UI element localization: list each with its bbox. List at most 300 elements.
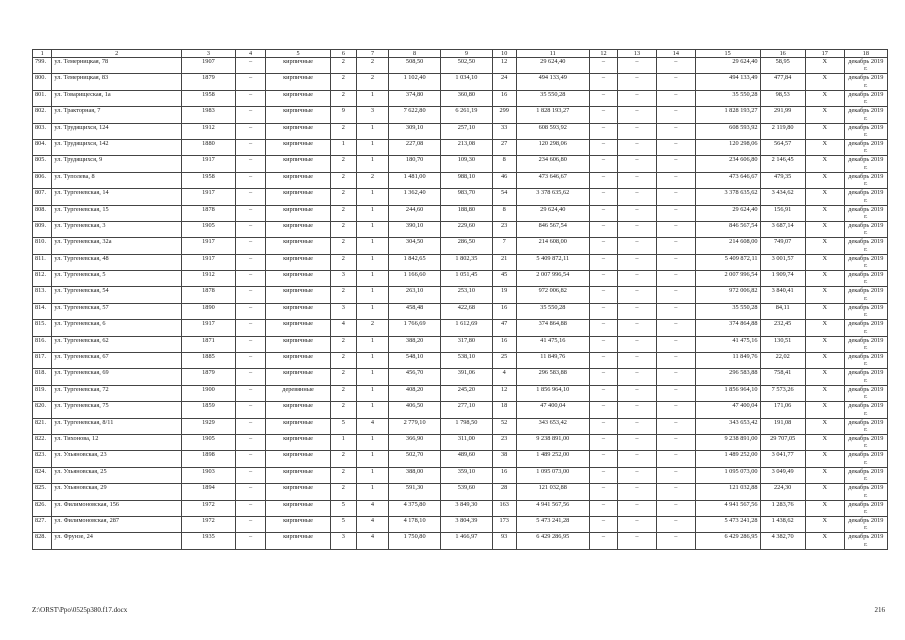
table-cell: – — [618, 238, 657, 254]
table-cell: 1 438,62 — [760, 516, 805, 532]
table-cell: декабрь 2019 г. — [844, 107, 887, 123]
table-cell: 1 — [356, 156, 388, 172]
table-cell: 1 489 252,00 — [695, 451, 760, 467]
table-cell: 1 — [356, 353, 388, 369]
table-cell: 1905 — [181, 434, 235, 450]
table-cell: 3 849,30 — [441, 500, 493, 516]
table-cell: – — [235, 451, 265, 467]
table-cell: 214 608,00 — [695, 238, 760, 254]
table-cell: 1 095 073,00 — [695, 467, 760, 483]
table-row — [33, 385, 888, 401]
table-cell: X — [805, 254, 844, 270]
table-cell: X — [805, 189, 844, 205]
table-cell: кирпичные — [266, 353, 331, 369]
table-row — [33, 271, 888, 287]
table-cell: декабрь 2019 г. — [844, 156, 887, 172]
table-cell: декабрь 2019 г. — [844, 205, 887, 221]
table-cell: ул. Тургеневская, 48 — [52, 254, 182, 270]
table-cell: кирпичные — [266, 58, 331, 74]
table-cell: декабрь 2019 г. — [844, 90, 887, 106]
table-cell: – — [235, 500, 265, 516]
table-cell: 1 — [356, 254, 388, 270]
table-cell: 120 298,06 — [516, 139, 589, 155]
table-cell: 2 — [330, 90, 356, 106]
table-cell: 296 583,88 — [695, 369, 760, 385]
table-cell: X — [805, 402, 844, 418]
table-cell: X — [805, 303, 844, 319]
table-cell: 1 481,00 — [389, 172, 441, 188]
table-row — [33, 353, 888, 369]
table-cell: 93 — [492, 533, 516, 549]
table-cell: X — [805, 205, 844, 221]
table-cell: – — [589, 484, 617, 500]
table-cell: – — [618, 467, 657, 483]
table-cell: кирпичные — [266, 303, 331, 319]
table-cell: – — [656, 156, 695, 172]
table-cell: 1885 — [181, 353, 235, 369]
table-row — [33, 533, 888, 549]
table-cell: 813. — [33, 287, 52, 303]
table-cell: ул. Тургеневская, 67 — [52, 353, 182, 369]
table-cell: 1935 — [181, 533, 235, 549]
table-cell: 1 466,97 — [441, 533, 493, 549]
table-cell: 47 400,04 — [516, 402, 589, 418]
table-cell: 1912 — [181, 271, 235, 287]
table-cell: 1912 — [181, 123, 235, 139]
table-cell: – — [618, 90, 657, 106]
registry-table — [32, 49, 888, 550]
table-cell: 972 006,82 — [516, 287, 589, 303]
table-cell: декабрь 2019 г. — [844, 533, 887, 549]
table-cell: 8 — [492, 205, 516, 221]
table-cell: 591,30 — [389, 484, 441, 500]
table-cell: ул. Тургеневская, 57 — [52, 303, 182, 319]
table-cell: 4 — [356, 500, 388, 516]
table-cell: 1879 — [181, 74, 235, 90]
table-cell: декабрь 2019 г. — [844, 139, 887, 155]
table-cell: 47 — [492, 320, 516, 336]
table-cell: 171,06 — [760, 402, 805, 418]
table-cell: 1 — [356, 271, 388, 287]
table-cell: 972 006,82 — [695, 287, 760, 303]
table-cell: декабрь 2019 г. — [844, 467, 887, 483]
table-row — [33, 221, 888, 237]
table-cell: – — [618, 434, 657, 450]
table-cell: кирпичные — [266, 107, 331, 123]
table-cell: 803. — [33, 123, 52, 139]
table-cell: 1983 — [181, 107, 235, 123]
table-cell: 286,50 — [441, 238, 493, 254]
table-cell: 224,30 — [760, 484, 805, 500]
table-cell: – — [235, 74, 265, 90]
table-cell: 227,08 — [389, 139, 441, 155]
table-cell: – — [656, 123, 695, 139]
table-cell: ул. Тракторная, 7 — [52, 107, 182, 123]
table-cell: – — [618, 336, 657, 352]
table-cell: 343 653,42 — [695, 418, 760, 434]
table-cell: 29 624,40 — [695, 205, 760, 221]
table-cell: 1 — [356, 385, 388, 401]
table-cell: – — [618, 484, 657, 500]
table-cell: 1878 — [181, 287, 235, 303]
table-cell: 2 — [330, 484, 356, 500]
column-header: 16 — [760, 50, 805, 58]
column-header: 4 — [235, 50, 265, 58]
table-cell: 2 — [330, 402, 356, 418]
table-cell: 52 — [492, 418, 516, 434]
table-cell: 1 828 193,27 — [695, 107, 760, 123]
table-cell: – — [235, 402, 265, 418]
table-cell: 41 475,16 — [695, 336, 760, 352]
table-cell: 827. — [33, 516, 52, 532]
table-cell: 809. — [33, 221, 52, 237]
table-cell: кирпичные — [266, 451, 331, 467]
table-cell: 4 — [356, 516, 388, 532]
table-cell: – — [235, 139, 265, 155]
table-cell: 33 — [492, 123, 516, 139]
table-cell: – — [589, 353, 617, 369]
table-cell: 808. — [33, 205, 52, 221]
table-cell: 16 — [492, 467, 516, 483]
table-cell: 35 550,28 — [695, 90, 760, 106]
table-cell: 814. — [33, 303, 52, 319]
table-cell: 1894 — [181, 484, 235, 500]
table-cell: 1 — [356, 221, 388, 237]
table-cell: – — [656, 74, 695, 90]
table-cell: 7 — [492, 238, 516, 254]
table-cell: – — [656, 418, 695, 434]
table-cell: 253,10 — [441, 287, 493, 303]
table-cell: 1958 — [181, 90, 235, 106]
table-cell: – — [656, 172, 695, 188]
table-cell: кирпичные — [266, 90, 331, 106]
table-cell: 1 — [356, 336, 388, 352]
table-cell: – — [235, 303, 265, 319]
table-cell: 1907 — [181, 58, 235, 74]
table-cell: 564,57 — [760, 139, 805, 155]
table-cell: 2 — [356, 172, 388, 188]
table-cell: 1 — [356, 484, 388, 500]
table-cell: кирпичные — [266, 221, 331, 237]
table-cell: 23 — [492, 221, 516, 237]
table-cell: 3 041,77 — [760, 451, 805, 467]
table-cell: 1900 — [181, 385, 235, 401]
table-cell: X — [805, 353, 844, 369]
table-cell: ул. Филимоновская, 287 — [52, 516, 182, 532]
table-cell: 548,10 — [389, 353, 441, 369]
table-cell: – — [656, 205, 695, 221]
table-cell: 479,35 — [760, 172, 805, 188]
table-cell: 25 — [492, 353, 516, 369]
table-cell: 804. — [33, 139, 52, 155]
table-cell: 28 — [492, 484, 516, 500]
table-cell: 1903 — [181, 467, 235, 483]
table-cell: 802. — [33, 107, 52, 123]
table-cell: 1890 — [181, 303, 235, 319]
table-cell: – — [656, 107, 695, 123]
table-cell: 1 095 073,00 — [516, 467, 589, 483]
table-cell: – — [618, 451, 657, 467]
table-cell: 608 593,92 — [516, 123, 589, 139]
table-cell: 163 — [492, 500, 516, 516]
table-cell: – — [235, 434, 265, 450]
table-cell: 27 — [492, 139, 516, 155]
table-cell: 1917 — [181, 189, 235, 205]
table-cell: 3 049,49 — [760, 467, 805, 483]
table-cell: – — [589, 107, 617, 123]
table-cell: – — [589, 287, 617, 303]
table-cell: кирпичные — [266, 205, 331, 221]
table-cell: – — [235, 353, 265, 369]
table-cell: X — [805, 238, 844, 254]
table-cell: – — [618, 385, 657, 401]
table-cell: 3 — [330, 271, 356, 287]
table-cell: 826. — [33, 500, 52, 516]
table-cell: 5 — [330, 418, 356, 434]
table-cell: 3 — [356, 107, 388, 123]
table-cell: 2 — [330, 369, 356, 385]
table-cell: кирпичные — [266, 254, 331, 270]
table-cell: X — [805, 320, 844, 336]
table-cell: ул. Филимоновская, 156 — [52, 500, 182, 516]
table-cell: 11 849,76 — [695, 353, 760, 369]
table-cell: – — [235, 369, 265, 385]
table-cell: X — [805, 90, 844, 106]
table-cell: деревянные — [266, 385, 331, 401]
table-cell: 2 — [330, 58, 356, 74]
table-cell: декабрь 2019 г. — [844, 58, 887, 74]
table-cell: 5 409 872,11 — [695, 254, 760, 270]
table-cell: 188,80 — [441, 205, 493, 221]
table-cell: 1898 — [181, 451, 235, 467]
table-cell: 191,08 — [760, 418, 805, 434]
table-cell: 828. — [33, 533, 52, 549]
table-cell: 391,06 — [441, 369, 493, 385]
table-cell: 817. — [33, 353, 52, 369]
table-row — [33, 123, 888, 139]
table-cell: 23 — [492, 434, 516, 450]
table-cell: 29 707,05 — [760, 434, 805, 450]
table-cell: ул. Тургеневская, 6 — [52, 320, 182, 336]
table-cell: – — [589, 303, 617, 319]
table-cell: – — [589, 500, 617, 516]
table-cell: – — [235, 107, 265, 123]
table-cell: 1972 — [181, 500, 235, 516]
table-cell: 317,80 — [441, 336, 493, 352]
table-cell: 422,68 — [441, 303, 493, 319]
table-cell: – — [618, 271, 657, 287]
table-cell: 45 — [492, 271, 516, 287]
table-cell: ул. Фрунзе, 24 — [52, 533, 182, 549]
table-cell: – — [618, 205, 657, 221]
table-cell: 824. — [33, 467, 52, 483]
table-cell: – — [656, 90, 695, 106]
table-cell: 1871 — [181, 336, 235, 352]
table-cell: – — [618, 221, 657, 237]
table-cell: ул. Темерницкая, 78 — [52, 58, 182, 74]
table-cell: декабрь 2019 г. — [844, 271, 887, 287]
table-cell: кирпичные — [266, 533, 331, 549]
table-cell: X — [805, 287, 844, 303]
table-cell: 257,10 — [441, 123, 493, 139]
table-cell: 1 909,74 — [760, 271, 805, 287]
table-row — [33, 451, 888, 467]
table-cell: кирпичные — [266, 123, 331, 139]
table-cell: – — [235, 156, 265, 172]
table-cell: 1 — [356, 467, 388, 483]
table-cell: декабрь 2019 г. — [844, 516, 887, 532]
table-cell: 229,60 — [441, 221, 493, 237]
table-cell: 473 646,67 — [695, 172, 760, 188]
column-header: 1 — [33, 50, 52, 58]
table-cell: 263,10 — [389, 287, 441, 303]
table-cell: 35 550,28 — [516, 90, 589, 106]
table-cell: 2 — [330, 172, 356, 188]
table-cell: X — [805, 107, 844, 123]
table-cell: 5 — [330, 500, 356, 516]
table-cell: 825. — [33, 484, 52, 500]
table-cell: 5 473 241,28 — [695, 516, 760, 532]
table-row — [33, 287, 888, 303]
table-row — [33, 467, 888, 483]
table-cell: 1 362,40 — [389, 189, 441, 205]
table-cell: – — [235, 123, 265, 139]
table-cell: – — [656, 467, 695, 483]
table-cell: 1 — [356, 189, 388, 205]
table-cell: 299 — [492, 107, 516, 123]
table-row — [33, 156, 888, 172]
column-header: 9 — [441, 50, 493, 58]
table-cell: X — [805, 418, 844, 434]
table-cell: кирпичные — [266, 189, 331, 205]
table-cell: ул. Темерницкая, 83 — [52, 74, 182, 90]
table-cell: 494 133,49 — [516, 74, 589, 90]
table-cell: – — [235, 418, 265, 434]
table-cell: 2 — [330, 189, 356, 205]
table-cell: – — [589, 533, 617, 549]
table-row — [33, 107, 888, 123]
table-row — [33, 172, 888, 188]
table-cell: 508,50 — [389, 58, 441, 74]
table-cell: – — [589, 254, 617, 270]
table-cell: – — [589, 467, 617, 483]
table-cell: – — [656, 303, 695, 319]
table-cell: 1 856 964,10 — [695, 385, 760, 401]
table-cell: 234 606,80 — [516, 156, 589, 172]
table-cell: 374 864,88 — [516, 320, 589, 336]
table-cell: – — [589, 90, 617, 106]
table-cell: 38 — [492, 451, 516, 467]
table-cell: декабрь 2019 г. — [844, 74, 887, 90]
table-cell: 232,45 — [760, 320, 805, 336]
table-cell: 4 178,10 — [389, 516, 441, 532]
table-cell: – — [589, 205, 617, 221]
table-cell: – — [589, 123, 617, 139]
table-cell: 2 — [356, 320, 388, 336]
table-row — [33, 139, 888, 155]
table-cell: 2 007 996,54 — [695, 271, 760, 287]
table-cell: – — [618, 58, 657, 74]
table-cell: – — [235, 90, 265, 106]
table-cell: – — [235, 533, 265, 549]
table-cell: 1879 — [181, 369, 235, 385]
table-cell: 3 840,41 — [760, 287, 805, 303]
table-cell: 46 — [492, 172, 516, 188]
table-cell: – — [656, 500, 695, 516]
table-cell: – — [589, 139, 617, 155]
table-cell: – — [618, 156, 657, 172]
table-cell: 5 473 241,28 — [516, 516, 589, 532]
table-cell: – — [235, 238, 265, 254]
table-cell: – — [618, 107, 657, 123]
table-cell: 213,08 — [441, 139, 493, 155]
table-cell: 502,50 — [441, 58, 493, 74]
table-row — [33, 303, 888, 319]
table-cell: ул. Тургеневская, 15 — [52, 205, 182, 221]
table-cell: кирпичные — [266, 336, 331, 352]
table-cell: 366,90 — [389, 434, 441, 450]
table-cell: 6 429 286,95 — [695, 533, 760, 549]
table-cell: – — [589, 172, 617, 188]
table-cell: – — [656, 139, 695, 155]
table-cell: 121 032,88 — [695, 484, 760, 500]
table-cell: 7 622,80 — [389, 107, 441, 123]
table-cell: ул. Тихонова, 12 — [52, 434, 182, 450]
table-cell: 1859 — [181, 402, 235, 418]
table-row — [33, 402, 888, 418]
table-cell: 1 489 252,00 — [516, 451, 589, 467]
table-cell: 489,60 — [441, 451, 493, 467]
table-cell: – — [656, 385, 695, 401]
table-row — [33, 369, 888, 385]
table-cell: 1880 — [181, 139, 235, 155]
table-row — [33, 90, 888, 106]
table-cell: – — [618, 287, 657, 303]
table-cell: 2 007 996,54 — [516, 271, 589, 287]
table-cell: – — [618, 254, 657, 270]
table-cell: 1917 — [181, 320, 235, 336]
table-cell: 3 687,14 — [760, 221, 805, 237]
table-cell: X — [805, 451, 844, 467]
table-cell: ул. Тургеневская, 62 — [52, 336, 182, 352]
table-cell: – — [656, 320, 695, 336]
table-cell: – — [618, 500, 657, 516]
table-cell: декабрь 2019 г. — [844, 484, 887, 500]
table-cell: X — [805, 123, 844, 139]
table-cell: X — [805, 434, 844, 450]
table-cell: 360,80 — [441, 90, 493, 106]
table-cell: 2 — [330, 254, 356, 270]
table-cell: 807. — [33, 189, 52, 205]
table-cell: декабрь 2019 г. — [844, 303, 887, 319]
table-cell: 374 864,88 — [695, 320, 760, 336]
table-cell: 18 — [492, 402, 516, 418]
table-row — [33, 58, 888, 74]
table-cell: 810. — [33, 238, 52, 254]
table-cell: ул. Трудящихся, 124 — [52, 123, 182, 139]
table-cell: – — [589, 516, 617, 532]
table-cell: 173 — [492, 516, 516, 532]
table-row — [33, 434, 888, 450]
table-cell: 12 — [492, 385, 516, 401]
table-cell: – — [656, 353, 695, 369]
column-header: 2 — [52, 50, 182, 58]
table-cell: декабрь 2019 г. — [844, 189, 887, 205]
table-cell: – — [589, 221, 617, 237]
table-cell: 374,80 — [389, 90, 441, 106]
table-cell: кирпичные — [266, 156, 331, 172]
table-cell: 823. — [33, 451, 52, 467]
